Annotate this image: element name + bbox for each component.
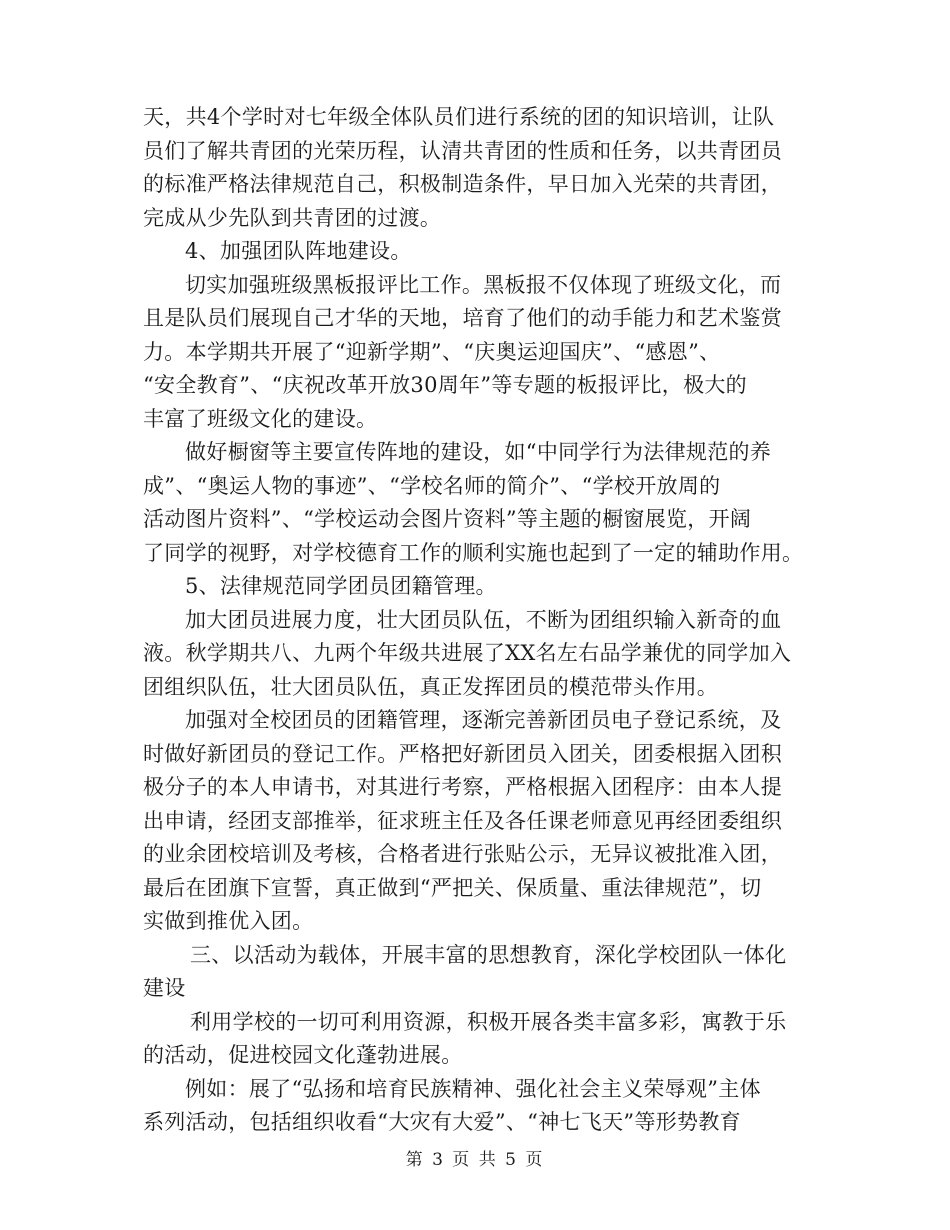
- text-line: 完成从少先队到共青团的过渡。: [143, 205, 442, 230]
- text-line: 的活动，促进校园文化蓬勃进展。: [143, 1043, 463, 1067]
- text-line: 切实加强班级黑板报评比工作。黑板报不仅体现了班级文化，而: [185, 272, 782, 297]
- text-line: 团组织队伍，壮大团员队伍，真正发挥团员的模范带头作用。: [143, 674, 719, 699]
- text-line: 成”、“奥运人物的事迹”、“学校名师的简介”、“学校开放周的: [143, 473, 721, 498]
- text-line: 最后在团旗下宣誓，真正做到“严把关、保质量、重法律规范”，切: [143, 875, 762, 900]
- text-line: 员们了解共青团的光荣历程，认清共青团的性质和任务，以共青团员: [143, 138, 782, 163]
- text-line: 例如：展了“弘扬和培育民族精神、强化社会主义荣辱观”主体: [185, 1076, 761, 1101]
- text-line: 天，共4个学时对七年级全体队员们进行系统的团的知识培训，让队: [143, 105, 775, 129]
- text-line: 液。秋学期共八、九两个年级共进展了XX名左右品学兼优的同学加入: [143, 641, 792, 665]
- text-line: 时做好新团员的登记工作。严格把好新团员入团关，团委根据入团积: [143, 741, 782, 766]
- body-text: [143, 101, 833, 1140]
- text-line: 力。本学期共开展了“迎新学期”、“庆奥运迎国庆”、“感恩”、: [143, 339, 721, 364]
- text-line: 出申请，经团支部推举，征求班主任及各任课老师意见再经团委组织: [143, 808, 782, 833]
- text-line: 利用学校的一切可利用资源，积极开展各类丰富多彩，寓教于乐: [190, 1009, 787, 1034]
- text-line: 极分子的本人申请书，对其进行考察，严格根据入团程序：由本人提: [143, 775, 782, 799]
- text-line: 的标准严格法律规范自己，积极制造条件，早日加入光荣的共青团，: [143, 172, 782, 196]
- text-line: 且是队员们展现自己才华的天地，培育了他们的动手能力和艺术鉴赏: [143, 306, 782, 330]
- text-line: 实做到推优入团。: [143, 909, 314, 933]
- text-line: 加强对全校团员的团籍管理，逐渐完善新团员电子登记系统，及: [185, 708, 782, 732]
- text-line: 加大团员进展力度，壮大团员队伍，不断为团组织输入新奇的血: [185, 607, 782, 632]
- text-line: 做好橱窗等主要宣传阵地的建设，如“中同学行为法律规范的养: [185, 440, 772, 464]
- section-heading: 4、加强团队阵地建设。: [185, 239, 412, 263]
- text-line: 了同学的视野，对学校德育工作的顺利实施也起到了一定的辅助作用。: [143, 540, 804, 565]
- text-line: 系列活动，包括组织收看“大灾有大爱”、“神七飞天”等形势教育: [143, 1110, 741, 1134]
- section-heading: 建设: [143, 976, 186, 1000]
- text-line: 的业余团校培训及考核，合格者进行张贴公示，无异议被批准入团，: [143, 842, 782, 866]
- section-heading: 三、以活动为载体，开展丰富的思想教育，深化学校团队一体化: [190, 942, 787, 967]
- text-line: “安全教育”、“庆祝改革开放30周年”等专题的板报评比，极大的: [143, 373, 747, 397]
- section-heading: 5、法律规范同学团员团籍管理。: [185, 574, 497, 598]
- text-line: 活动图片资料”、“学校运动会图片资料”等主题的橱窗展览，开阔: [143, 507, 752, 531]
- page-number-footer: 第 3 页 共 5 页: [405, 1150, 545, 1170]
- text-line: 丰富了班级文化的建设。: [143, 406, 378, 431]
